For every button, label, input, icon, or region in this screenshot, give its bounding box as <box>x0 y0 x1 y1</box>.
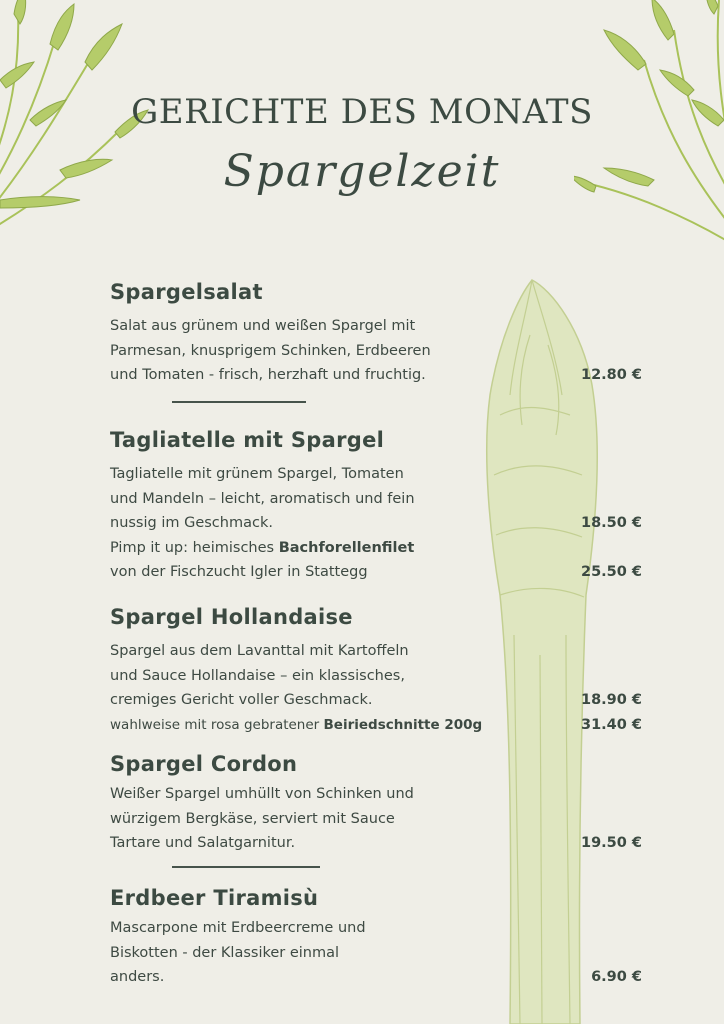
description-line: und Mandeln – leicht, aromatisch und fein <box>110 490 415 507</box>
menu-item-description <box>110 916 650 990</box>
addon-line: von der Fischzucht Igler in Stattegg <box>110 564 368 580</box>
description-line: Weißer Spargel umhüllt von Schinken und <box>110 786 414 802</box>
addon-text: wahlweise mit rosa gebratener <box>110 716 324 733</box>
description-line: würzigem Bergkäse, serviert mit Sauce <box>110 810 395 827</box>
menu-item-price: 19.50 € <box>580 835 642 851</box>
menu-item-description <box>110 782 650 856</box>
menu-item-title: Spargelsalat <box>110 280 263 304</box>
description-line: Spargel aus dem Lavanttal mit Kartoffeln <box>110 643 409 659</box>
description-line: nussig im Geschmack. <box>110 515 273 531</box>
menu-item-price: 6.90 € <box>591 969 642 985</box>
description-line: Tartare und Salatgarnitur. <box>110 835 296 851</box>
description-line: Parmesan, knusprigem Schinken, Erdbeeren <box>110 342 431 359</box>
description-line: Salat aus grünem und weißen Spargel mit <box>110 318 416 334</box>
menu-item-spargel-cordon <box>110 752 650 856</box>
section-divider <box>172 866 320 868</box>
description-line: Biskotten - der Klassiker einmal <box>110 944 340 961</box>
page-subtitle: Spargelzeit <box>223 146 501 197</box>
description-line: cremiges Gericht voller Geschmack. <box>110 692 373 708</box>
menu-item-erdbeer-tiramisu <box>110 886 650 990</box>
menu-item-tagliatelle <box>110 428 650 585</box>
description-line: und Tomaten - frisch, herzhaft und fruchtig. <box>110 367 426 383</box>
menu-item-title: Tagliatelle mit Spargel <box>110 428 385 452</box>
menu-item-title: Erdbeer Tiramisù <box>110 886 319 910</box>
menu-item-spargelsalat <box>110 280 650 388</box>
addon-line <box>110 536 650 561</box>
menu-item-description <box>110 639 650 737</box>
menu-item-title: Spargel Hollandaise <box>110 605 353 629</box>
description-line: anders. <box>110 969 165 985</box>
menu-item-spargel-hollandaise <box>110 605 650 737</box>
description-line: Tagliatelle mit grünem Spargel, Tomaten <box>110 466 404 482</box>
addon-price: 25.50 € <box>580 564 642 580</box>
section-divider <box>172 401 306 403</box>
description-line: Mascarpone mit Erdbeercreme und <box>110 920 366 936</box>
addon-text: Pimp it up: heimisches <box>110 539 279 556</box>
menu-item-price: 18.50 € <box>580 515 642 531</box>
description-line: und Sauce Hollandaise – ein klassisches, <box>110 667 405 684</box>
addon-highlight: Beiriedschnitte 200g <box>323 716 483 733</box>
menu-item-description <box>110 462 650 585</box>
menu-item-price: 18.90 € <box>580 692 642 708</box>
menu-item-title: Spargel Cordon <box>110 752 298 776</box>
menu-item-price: 12.80 € <box>580 367 642 383</box>
addon-price: 31.40 € <box>580 716 642 733</box>
page-title: GERICHTE DES MONATS <box>131 92 593 132</box>
menu-item-description <box>110 314 650 388</box>
addon-highlight: Bachforellenfilet <box>278 539 415 556</box>
